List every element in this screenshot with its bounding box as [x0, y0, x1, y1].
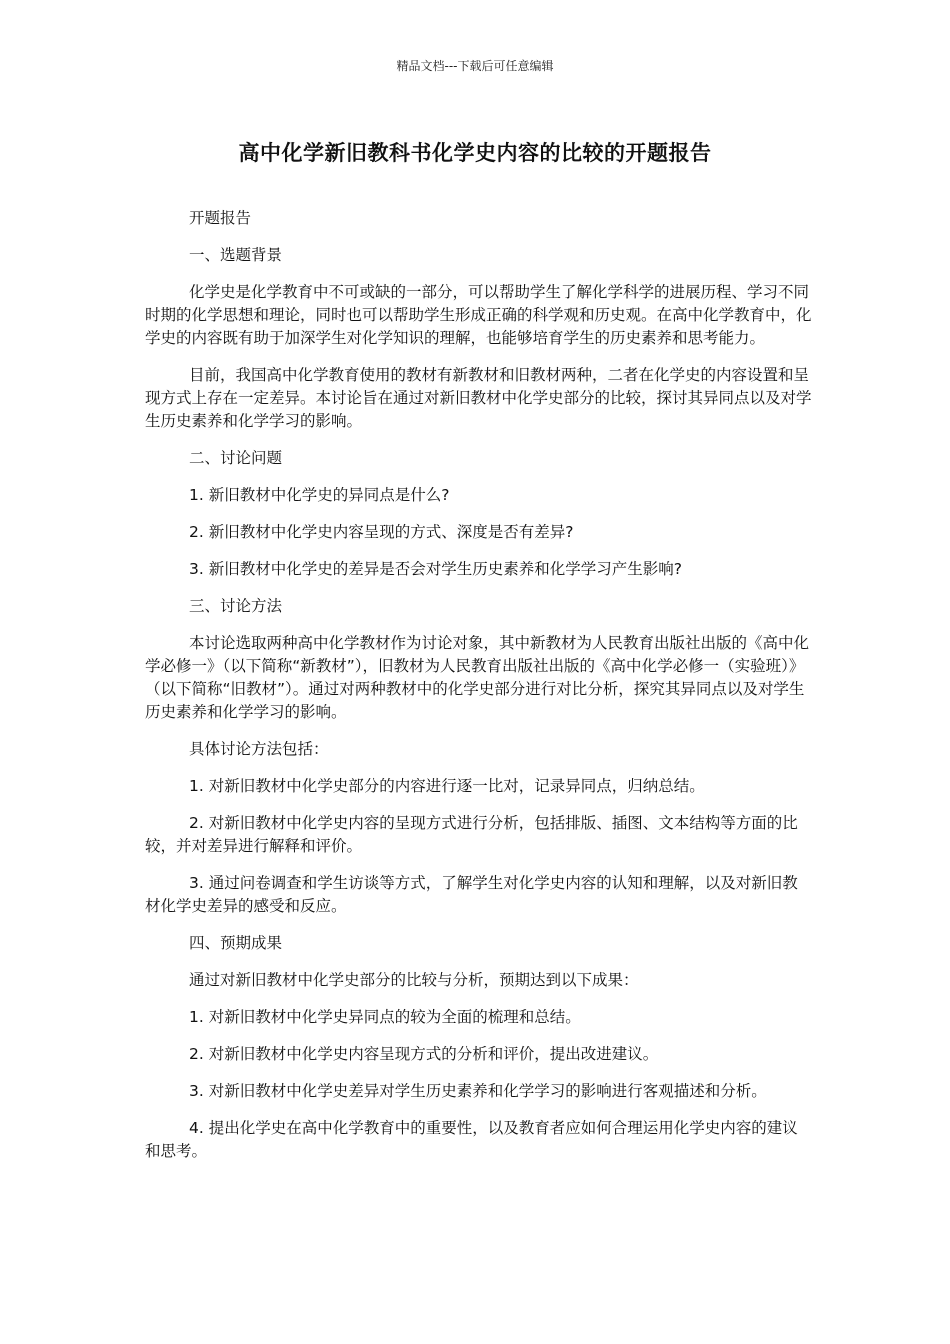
section-heading: 三、讨论方法 [189, 597, 283, 615]
document-title: 高中化学新旧教科书化学史内容的比较的开题报告 [238, 141, 712, 165]
list-item: 3. 新旧教材中化学史的差异是否会对学生历史素养和化学学习产生影响? [189, 560, 682, 578]
list-item: 3. 对新旧教材中化学史差异对学生历史素养和化学学习的影响进行客观描述和分析。 [189, 1082, 767, 1100]
paragraph: 通过对新旧教材中化学史部分的比较与分析，预期达到以下成果： [189, 971, 639, 989]
paragraph: 开题报告 [189, 209, 252, 227]
list-item: 2. 新旧教材中化学史内容呈现的方式、深度是否有差异? [189, 523, 574, 541]
section-heading: 一、选题背景 [189, 246, 283, 264]
paragraph: 具体讨论方法包括： [189, 740, 329, 758]
list-item: 2. 对新旧教材中化学史内容的呈现方式进行分析，包括排版、插图、文本结构等方面的比较，并对差异进行解释和评价。 [145, 814, 798, 855]
list-item: 2. 对新旧教材中化学史内容呈现方式的分析和评价，提出改进建议。 [189, 1045, 659, 1063]
section-heading: 二、讨论问题 [189, 449, 283, 467]
paragraph: 化学史是化学教育中不可或缺的一部分，可以帮助学生了解化学科学的进展历程、学习不同时期的化学思想和理论，同时也可以帮助学生形成正确的科学观和历史观。在高中化学教育中，化学史的内容既有助于加深学生对化学知识的理解，也能够培育学生的历史素养和思考能力。 [145, 283, 812, 347]
paragraph: 目前，我国高中化学教育使用的教材有新教材和旧教材两种，二者在化学史的内容设置和呈现方式上存在一定差异。本讨论旨在通过对新旧教材中化学史部分的比较，探讨其异同点以及对学生历史素养和化学学习的影响。 [145, 366, 812, 430]
list-item: 3. 通过问卷调查和学生访谈等方式，了解学生对化学史内容的认知和理解，以及对新旧教材化学史差异的感受和反应。 [145, 874, 798, 915]
page-header: 精品文档---下载后可任意编辑 [396, 59, 554, 73]
list-item: 4. 提出化学史在高中化学教育中的重要性，以及教育者应如何合理运用化学史内容的建议和思考。 [145, 1119, 798, 1160]
section-heading: 四、预期成果 [189, 934, 283, 952]
list-item: 1. 对新旧教材中化学史部分的内容进行逐一比对，记录异同点，归纳总结。 [189, 777, 705, 795]
document-body [145, 207, 813, 1177]
paragraph: 本讨论选取两种高中化学教材作为讨论对象，其中新教材为人民教育出版社出版的《高中化学必修一》（以下简称“新教材”），旧教材为人民教育出版社出版的《高中化学必修一（实验班）》（以下简称“旧教材”）。通过对两种教材中的化学史部分进行对比分析，探究其异同点以及对学生历史素养和化学学习的影响。 [145, 634, 810, 721]
list-item: 1. 对新旧教材中化学史异同点的较为全面的梳理和总结。 [189, 1008, 581, 1026]
list-item: 1. 新旧教材中化学史的异同点是什么? [189, 486, 450, 504]
